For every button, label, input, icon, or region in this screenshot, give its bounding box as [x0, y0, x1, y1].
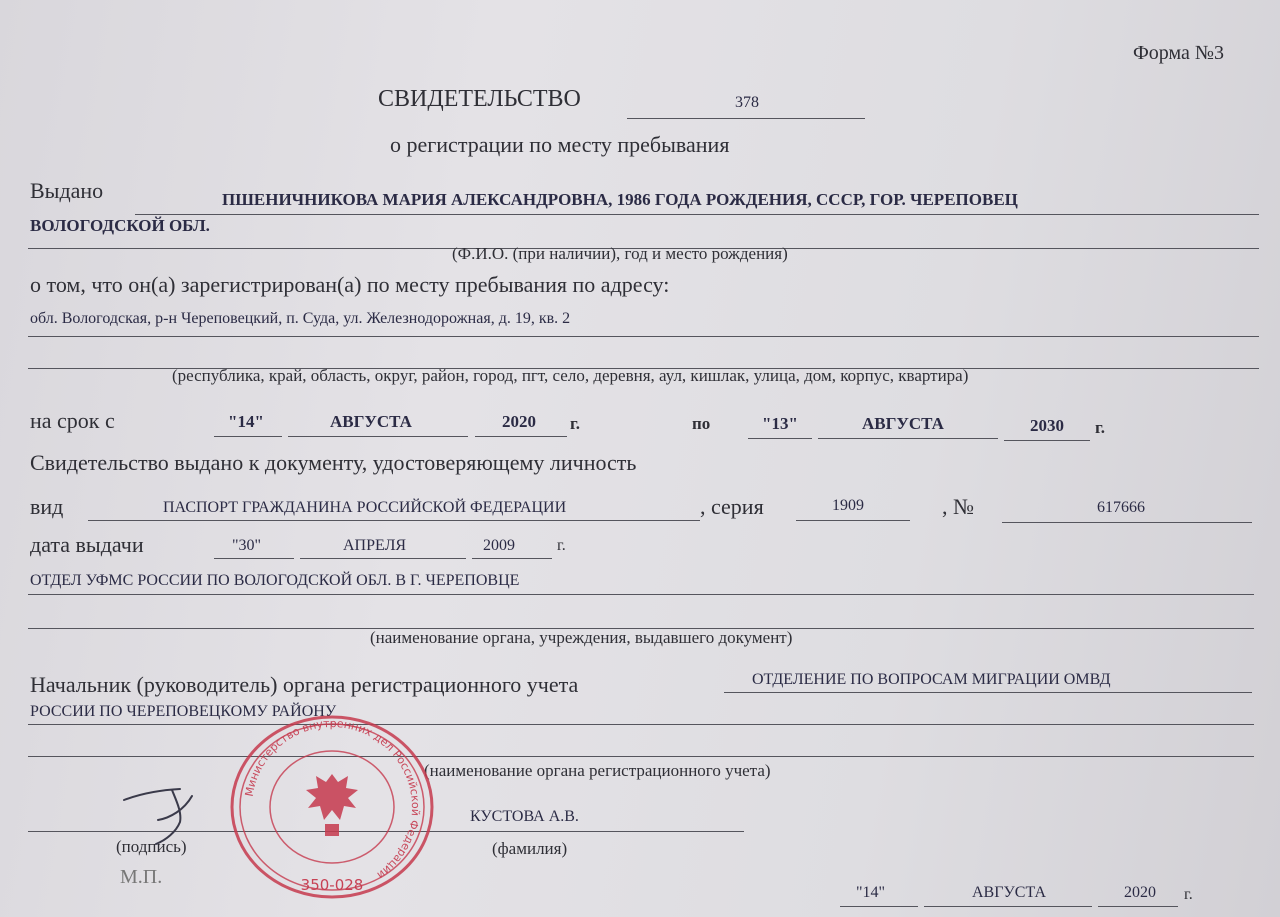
- doc-date-day-line: [214, 558, 294, 559]
- term-to-month-line: [818, 438, 998, 439]
- surname-caption: (фамилия): [492, 839, 568, 858]
- doc-date-day: "30": [232, 537, 262, 554]
- surname-value: КУСТОВА А.В.: [470, 808, 579, 825]
- head-line-3: [28, 756, 1254, 757]
- head-caption: (наименование органа регистрационного учета): [424, 761, 771, 780]
- doc-date-year-line: [472, 558, 552, 559]
- head-value-line2: РОССИИ ПО ЧЕРЕПОВЕЦКОМУ РАЙОНУ: [30, 703, 337, 720]
- doc-number-line: [1002, 522, 1252, 523]
- number-line: [627, 118, 865, 119]
- term-g2: г.: [1095, 418, 1106, 437]
- term-to-month: АВГУСТА: [862, 414, 944, 433]
- doc-type-value: ПАСПОРТ ГРАЖДАНИНА РОССИЙСКОЙ ФЕДЕРАЦИИ: [163, 499, 567, 516]
- doc-series-value: 1909: [832, 497, 864, 514]
- form-number: Форма №3: [1133, 42, 1224, 64]
- doc-date-year: 2009: [483, 537, 515, 554]
- signature-caption: (подпись): [116, 837, 187, 856]
- doc-type-label: вид: [30, 494, 64, 519]
- mp-label: М.П.: [120, 866, 163, 888]
- doc-date-label: дата выдачи: [30, 532, 144, 557]
- issued-name-line2: ВОЛОГОДСКОЙ ОБЛ.: [30, 216, 210, 235]
- footer-day: "14": [856, 884, 886, 901]
- head-value-line: [724, 692, 1252, 693]
- footer-month: АВГУСТА: [972, 884, 1047, 901]
- doc-number-label: , №: [942, 494, 974, 519]
- term-from-year: 2020: [502, 412, 536, 431]
- doc-issuer-value: ОТДЕЛ УФМС РОССИИ ПО ВОЛОГОДСКОЙ ОБЛ. В Г. ЧЕРЕПОВЦЕ: [30, 572, 520, 589]
- issued-label: Выдано: [30, 178, 104, 203]
- issued-line-1: [135, 214, 1259, 215]
- footer-year: 2020: [1124, 884, 1156, 901]
- term-to-day: "13": [762, 414, 798, 433]
- term-to-year-line: [1004, 440, 1090, 441]
- head-value-line1: ОТДЕЛЕНИЕ ПО ВОПРОСАМ МИГРАЦИИ ОМВД: [752, 671, 1111, 688]
- doc-date-g: г.: [557, 537, 566, 554]
- head-label: Начальник (руководитель) органа регистрационного учета: [30, 672, 579, 697]
- address-caption: (республика, край, область, округ, район, город, пгт, село, деревня, аул, кишлак, улица, дом, корпус, квартира): [172, 366, 969, 385]
- stamp-number: 350-028: [300, 876, 364, 894]
- eagle-emblem-icon: [306, 774, 358, 836]
- doc-issuer-caption: (наименование органа, учреждения, выдавшего документ): [370, 628, 793, 647]
- official-stamp: [225, 712, 440, 902]
- certificate-number: 378: [735, 94, 759, 111]
- doc-date-month: АПРЕЛЯ: [343, 537, 407, 554]
- doc-date-month-line: [300, 558, 466, 559]
- term-to-year: 2030: [1030, 416, 1064, 435]
- term-to-label: по: [692, 414, 711, 433]
- term-from-year-line: [475, 436, 567, 437]
- footer-g: г.: [1184, 886, 1193, 903]
- stamp-ring-text: Министерство внутренних дел Российской Федерации: [242, 716, 423, 882]
- footer-day-line: [840, 906, 918, 907]
- footer-month-line: [924, 906, 1092, 907]
- doc-issuer-line-1: [28, 594, 1254, 595]
- term-from-day-line: [214, 436, 282, 437]
- issued-caption: (Ф.И.О. (при наличии), год и место рождения): [452, 244, 788, 263]
- address-line-1: [28, 336, 1259, 337]
- doc-type-line: [88, 520, 700, 521]
- head-line-2: [28, 724, 1254, 725]
- term-from-month-line: [288, 436, 468, 437]
- document-subtitle: о регистрации по месту пребывания: [390, 132, 730, 157]
- term-from-month: АВГУСТА: [330, 412, 412, 431]
- doc-number-value: 617666: [1097, 499, 1145, 516]
- address-value: обл. Вологодская, р-н Череповецкий, п. Суда, ул. Железнодорожная, д. 19, кв. 2: [30, 310, 571, 327]
- registered-text: о том, что он(а) зарегистрирован(а) по месту пребывания по адресу:: [30, 272, 670, 297]
- doc-text: Свидетельство выдано к документу, удостоверяющему личность: [30, 450, 637, 475]
- term-label: на срок с: [30, 408, 115, 433]
- issued-name-line1: ПШЕНИЧНИКОВА МАРИЯ АЛЕКСАНДРОВНА, 1986 ГОДА РОЖДЕНИЯ, СССР, ГОР. ЧЕРЕПОВЕЦ: [222, 190, 1018, 209]
- term-to-day-line: [748, 438, 812, 439]
- term-from-day: "14": [228, 412, 264, 431]
- footer-year-line: [1098, 906, 1178, 907]
- doc-series-line: [796, 520, 910, 521]
- doc-series-label: , серия: [700, 494, 764, 519]
- document-title: СВИДЕТЕЛЬСТВО: [378, 86, 581, 112]
- term-g1: г.: [570, 414, 581, 433]
- handwritten-signature: [110, 770, 230, 850]
